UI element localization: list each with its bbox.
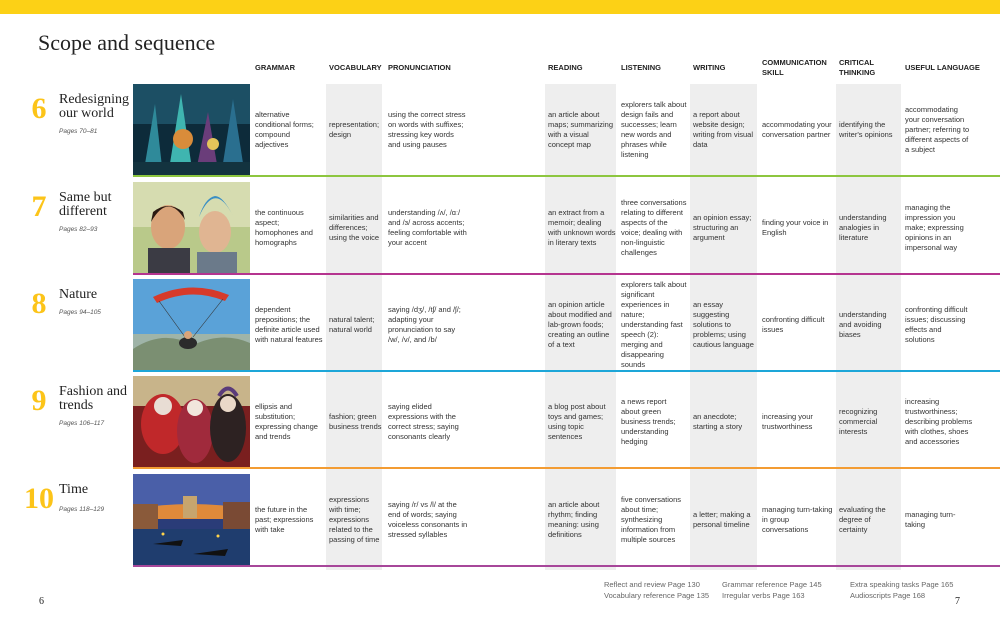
cell-useful-language: managing turn-taking [905,510,956,529]
column-header-writing: WRITING [693,63,726,72]
cell-communication-skill: managing turn-taking in group conversations [762,505,833,534]
footer-link-grammar-reference[interactable]: Grammar reference Page 145 [722,580,822,589]
cell-reading: a blog post about toys and games; using topic sentences [548,402,606,441]
cell-writing: an anecdote; starting a story [693,412,743,431]
unit-title: Time [59,482,89,497]
page-title: Scope and sequence [38,30,216,55]
unit-number: 7 [31,190,47,223]
cell-writing: an essay suggesting solutions to problems; using cautious language [693,300,754,349]
cell-vocabulary: natural talent; natural world [329,315,375,334]
unit-number: 10 [24,482,54,515]
cell-pronunciation: understanding /ʌ/, /ɑː/ and /ɜ/ across accents; feeling comfortable with your accent [388,208,467,247]
cell-communication-skill: confronting difficult issues [762,315,825,334]
cell-communication-skill: accommodating your conversation partner [762,120,832,139]
top-accent-bar [0,0,1000,14]
unit-pages: Pages 118–129 [59,506,105,513]
cell-communication-skill: increasing your trustworthiness [762,412,813,431]
cell-reading: an article about rhythm; finding meaning: using definitions [548,500,600,539]
cell-listening: explorers talk about significant experiences in nature; understanding fast speech (2): merging and disappearing sounds [621,280,687,369]
cell-pronunciation: saying /dʒ/, /tʃ/ and /ʃ/; adapting your pronunciation to say /w/, /v/, and /b/ [388,305,461,344]
column-header-critical-thinking: CRITICAL THINKING [839,58,876,77]
cell-pronunciation: saying elided expressions with the correct stress; saying consonants clearly [388,402,459,441]
unit-number: 9 [31,384,47,417]
footer-links-col2 [722,579,822,601]
cell-grammar: ellipsis and substitution; expressing change and trends [255,402,318,441]
column-header-useful-language: USEFUL LANGUAGE [905,63,980,72]
cell-grammar: alternative conditional forms; compound adjectives [255,110,314,149]
cell-useful-language: confronting difficult issues; discussing effects and solutions [905,305,968,344]
cell-reading: an opinion article about modified and lab-grown foods; creating an outline of a text [548,300,612,349]
column-header-listening: LISTENING [621,63,662,72]
footer-links-col1 [604,579,709,601]
cell-pronunciation: using the correct stress on words with suffixes; stressing key words and using pauses [388,110,466,149]
column-header-communication-skill: COMMUNICATION SKILL [762,58,827,77]
cell-critical-thinking: identifying the writer's opinions [839,120,893,139]
column-header-reading: READING [548,63,583,72]
unit-title: Same but different [59,190,112,219]
cell-useful-language: managing the impression you make; expressing opinions in an impersonal way [905,203,964,252]
cell-vocabulary: fashion; green business trends [329,412,382,431]
unit-number: 8 [31,287,47,320]
cell-writing: an opinion essay; structuring an argument [693,213,752,242]
cell-listening: explorers talk about design fails and successes; learn new words and phrases while listening [621,100,687,159]
cell-grammar: dependent prepositions; the definite article used with natural features [255,305,323,344]
unit-pages: Pages 94–105 [59,309,101,316]
unit-pages: Pages 70–81 [59,128,98,135]
footer-link-audioscripts[interactable]: Audioscripts Page 168 [850,591,926,600]
fashion-photo [133,376,250,468]
cell-useful-language: accommodating your conversation partner; referring to different aspects of a subject [905,105,970,154]
unit-title: Fashion and trends [59,384,128,413]
unit-row-9 [0,376,1000,470]
unit-title: Redesigning our world [59,92,129,121]
footer-link-vocabulary-reference[interactable]: Vocabulary reference Page 135 [604,591,710,600]
unit-row-8 [0,279,1000,373]
unit-divider [133,467,1000,469]
column-header-pronunciation: PRONUNCIATION [388,63,451,72]
unit-row-10 [0,474,1000,568]
column-header-vocabulary: VOCABULARY [329,63,382,72]
page-number-right: 7 [955,596,960,607]
cell-communication-skill: finding your voice in English [762,218,829,237]
venice-canal-photo [133,474,250,566]
cell-critical-thinking: recognizing commercial interests [839,407,878,436]
unit-pages: Pages 82–93 [59,226,98,233]
cell-listening: five conversations about time; synthesizing information from multiple sources [621,495,682,544]
cell-grammar: the continuous aspect; homophones and homographs [255,208,313,247]
footer-link-reflect-review[interactable]: Reflect and review Page 130 [604,580,700,589]
page-number-left: 6 [39,596,44,607]
cell-listening: three conversations relating to different aspects of the voice; dealing with non-linguistic challenges [621,198,687,257]
cell-grammar: the future in the past; expressions with take [255,505,314,534]
column-header-grammar: GRAMMAR [255,63,295,72]
unit-title: Nature [59,287,98,302]
two-people-photo [133,182,250,274]
cell-critical-thinking: understanding and avoiding biases [839,310,887,339]
unit-row-7 [0,182,1000,276]
footer-link-irregular-verbs[interactable]: Irregular verbs Page 163 [722,591,805,600]
cell-reading: an extract from a memoir; dealing with unknown words in literary texts [548,208,616,247]
cell-critical-thinking: evaluating the degree of certainty [839,505,886,534]
cell-critical-thinking: understanding analogies in literature [839,213,887,242]
unit-divider [133,175,1000,177]
unit-number: 6 [31,92,47,125]
cell-vocabulary: expressions with time; expressions related to the passing of time [329,495,380,544]
footer-link-extra-speaking-tasks[interactable]: Extra speaking tasks Page 165 [850,580,954,589]
unit-divider [133,273,1000,275]
cell-vocabulary: representation; design [329,120,380,139]
cell-pronunciation: saying /r/ vs /l/ at the end of words; saying voiceless consonants in stressed syllables [388,500,468,539]
unit-row-6 [0,84,1000,178]
paragliding-photo [133,279,250,371]
unit-divider [133,565,1000,567]
futuristic-city-photo [133,84,250,176]
cell-writing: a letter; making a personal timeline [693,510,751,529]
cell-listening: a news report about green business trends; understanding hedging [621,397,676,446]
unit-pages: Pages 106–117 [59,420,105,427]
unit-divider [133,370,1000,372]
cell-writing: a report about website design; writing from visual data [693,110,754,149]
cell-vocabulary: similarities and differences; using the voice [329,213,380,242]
cell-reading: an article about maps; summarizing with a visual concept map [548,110,614,149]
cell-useful-language: increasing trustworthiness; describing problems with clothes, shoes and accessories [905,397,973,446]
footer-links-col3 [850,579,953,601]
